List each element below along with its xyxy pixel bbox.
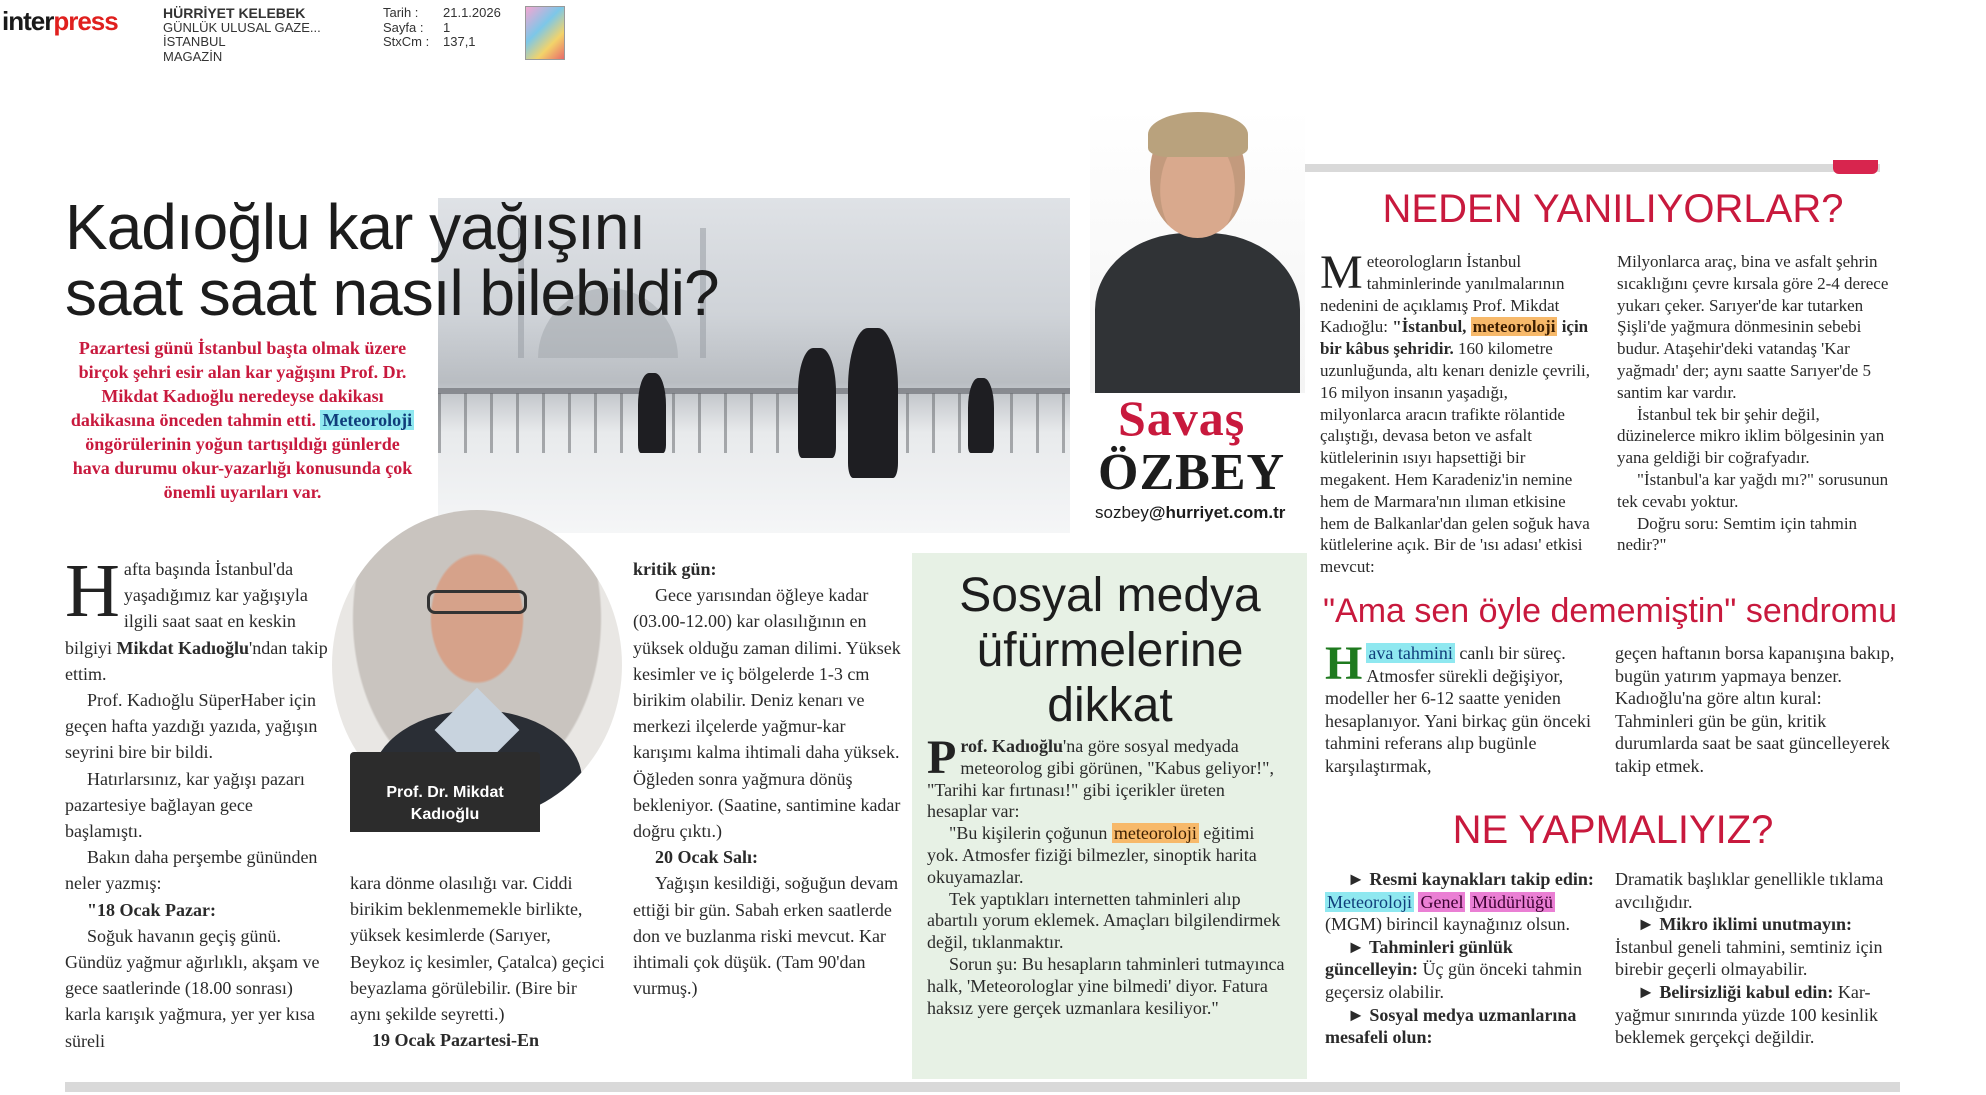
columnist-last-name: ÖZBEY (1098, 444, 1286, 501)
stxcm-label: StxCm : (383, 34, 430, 49)
bold-quote: için bir kâbus şehridir. (1320, 317, 1589, 359)
section-title-ama: "Ama sen öyle dememiştin" sendromu (1322, 592, 1898, 630)
article-lead (70, 336, 415, 504)
email-domain: @hurriyet.com.tr (1148, 503, 1286, 522)
caption-line-1: Prof. Dr. Mikdat (386, 784, 504, 801)
article-column-1 (65, 549, 330, 1054)
publication-name: HÜRRİYET KELEBEK (163, 5, 306, 21)
forecast-day-heading: kritik gün: (633, 559, 717, 579)
bold-quote: "İstanbul, (1392, 317, 1467, 337)
portrait-body (1095, 233, 1300, 393)
text: "Bu kişilerin çoğunun (949, 823, 1108, 844)
paragraph (927, 823, 1289, 888)
paragraph: "İstanbul'a kar yağdı mı?" sorusunun tek cevabı yoktur. (1617, 469, 1889, 511)
paragraph: Tek yaptıkları internetten tahminleri alıp abartılı yorum eklemek. Amaçları bilgilendirmek değil, tıklanmaktır. (927, 888, 1281, 953)
portrait-glasses (427, 590, 527, 614)
red-accent-tab (1833, 160, 1878, 174)
tip-item (1325, 1004, 1603, 1049)
paragraph: Yağışın kesildiği, soğuğun devam ettiği bir gün. Sabah erken saatlerde don ve buzlanma riski mevcut. Kar ihtimali çok düşük. (Tam 90'dan vurmuş.) (633, 873, 899, 999)
neden-column-1 (1320, 246, 1592, 578)
text: afta başında İstanbul'da yaşadığımız kar yağışıyla ilgili saat saat en keskin bilgiyi (65, 559, 308, 658)
text: 160 kilometre uzunluğunda, altı kenarı denizle çevrili, 16 milyon insanın yaşadığı, milyonlarca aracın trafikte rölantide çalıştığı, devasa beton ve asfalt kütlelerinin ısıyı hapsettiği bir megakent. Hem Karadeniz'in nemine hem de Marmara'nın ılıman etkisine hem de Balkanlar'dan gelen soğuk hava kütlelerine açık. Bir de 'ısı adası' etkisi mevcut: (1320, 339, 1591, 577)
sidebar-title: Sosyal medya üfürmelerine dikkat (959, 569, 1261, 732)
columnist-first-name: Savaş (1118, 390, 1246, 446)
columnist-email[interactable] (1095, 503, 1285, 523)
text: İstanbul geneli tahmini, semtiniz için birebir geçerli olmayabilir. (1615, 936, 1883, 980)
tip-item (1325, 868, 1603, 936)
text: eğitimi yok. Atmosfer fiziği bilmezler, sinoptik harita okuyamazlar. (927, 823, 1257, 887)
highlight: Genel (1420, 891, 1464, 912)
drop-cap: M (1320, 246, 1363, 299)
article-column-3 (633, 556, 903, 1001)
columnist-portrait (1090, 108, 1305, 393)
publication-section: MAGAZİN (163, 48, 223, 64)
paragraph: Sorun şu: Bu hesapların tahminleri tutmayınca halk, 'Meteorologlar yine bilmedi' diyor. Fatura haksız yere gerçek uzmanlara kesiliyor." (927, 953, 1285, 1018)
headline-line-1: Kadıoğlu kar yağışını (65, 191, 646, 263)
text: 'na göre sosyal medyada meteorolog gibi görünen, "Kabus geliyor!", "Tarihi kar fırtınası!" gibi içerikler üreten hesaplar var: (927, 736, 1274, 822)
sidebar-body (927, 731, 1289, 1019)
tip-item (1615, 913, 1900, 981)
tip-label: ► Resmi kaynakları takip edin: (1347, 869, 1594, 889)
tip-item (1325, 936, 1603, 1004)
tip-label: ► Belirsizliği kabul edin: (1637, 981, 1834, 1002)
tip-label: ► Tahminleri günlük güncelleyin: (1325, 936, 1513, 980)
paragraph: Hatırlarsınız, kar yağışı pazarı pazartesiye bağlayan gece başlamıştı. (65, 768, 305, 842)
pedestrian (638, 373, 666, 453)
portrait-hair (1148, 112, 1248, 157)
paragraph: Gece yarısından öğleye kadar (03.00-12.00) kar olasılığının en yüksek olduğu zaman dilimi. Yüksek kesimler ve iç bölgelerde 1-3 cm birikim olabilir. Deniz kenarı ve merkezi ilçelerde yağmur-kar karışımı kalma ihtimali daha yüksek. Öğleden sonra yağmura dönüş bekleniyor. (Saatine, santimine kadar doğru çıktı.) (633, 585, 901, 842)
paragraph: Soğuk havanın geçiş günü. Gündüz yağmur ağırlıklı, akşam ve gece saatlerinde (18.00 sonrası) karla karışık yağmura, yer yer kısa süreli (65, 925, 320, 1051)
logo-part-press: press (53, 6, 118, 36)
ama-column-1 (1325, 637, 1597, 778)
paragraph: Milyonlarca araç, bina ve asfalt şehrin sıcaklığını çevre kırsala göre 2-4 derece yukarı çeker. Sarıyer'de kar tutarken Şişli'de yağmura dönmesinin sebebi budur. Ataşehir'deki vatandaş 'Kar yağmadı' der; aynı saatte Sarıyer'de 5 santim kar vardır. (1617, 252, 1889, 402)
highlight: Meteoroloji (1327, 891, 1412, 912)
text: Üç gün önceki tahmin geçersiz olabilir. (1325, 959, 1582, 1002)
section-title-yap: NE YAPMALIYIZ? (1452, 808, 1774, 852)
forecast-day-heading: "18 Ocak Pazar: (87, 899, 216, 920)
tip-text: Dramatik başlıklar genellikle tıklama avcılığıdır. (1615, 869, 1884, 912)
paragraph: Bakın daha perşembe gününden neler yazmış: (65, 847, 318, 894)
stxcm-value: 137,1 (443, 34, 476, 49)
bold-name: Mikdat Kadıoğlu (116, 637, 250, 658)
paragraph: İstanbul tek bir şehir değil, düzinelerce mikro iklim bölgesinin yan yana geldiği bir coğrafyadır. (1617, 404, 1885, 468)
main-headline (65, 191, 825, 329)
interpress-logo (2, 6, 118, 37)
yap-column-2 (1615, 868, 1900, 1049)
caption-line-2: Kadıoğlu (410, 806, 480, 823)
forecast-day-heading: 19 Ocak Pazartesi-En (372, 1030, 539, 1051)
neden-column-2 (1617, 251, 1897, 556)
text: canlı bir süreç. Atmosfer sürekli değişiyor, modeller her 6-12 saatte yeniden hesaplanıyor. Yani birkaç gün önceki tahmini referans alıp bugünle karşılaştırmak, (1325, 643, 1591, 776)
yap-column-1 (1325, 868, 1603, 1049)
page-label: Sayfa : (383, 19, 424, 35)
pedestrian (848, 328, 898, 478)
drop-cap: P (927, 731, 957, 784)
drop-cap: H (1325, 637, 1363, 690)
portrait-caption (350, 782, 540, 826)
bold-name: rof. Kadıoğlu (960, 736, 1064, 756)
tip-label: ► Mikro iklimi unutmayın: (1637, 914, 1853, 935)
article-column-2 (350, 870, 605, 1053)
section-title-neden: NEDEN YANILIYORLAR? (1382, 187, 1844, 231)
text: eteorologların İstanbul tahminlerinde yanılmalarının nedenini de açıklamış Prof. Mikdat Kadıoğlu: (1320, 252, 1565, 337)
text: 'ndan takip ettim. (65, 637, 328, 684)
pedestrian (798, 348, 836, 458)
page-thumbnail[interactable] (525, 6, 565, 60)
paragraph: Doğru soru: Semtim için tahmin nedir?" (1617, 513, 1858, 555)
publication-city: İSTANBUL (163, 34, 226, 49)
lead-text-end: öngörülerinin yoğun tartışıldığı günlerde hava durumu okur-yazarlığı konusunda çok önemli uyarıları var. (72, 434, 413, 502)
ama-column-2: geçen haftanın borsa kapanışına bakıp, bugün yatırım yapmaya benzer. Kadıoğlu'na göre altın kural: Tahminleri gün be gün, kritik durumlarda saat be saat güncelleyerek takip etmek. (1615, 643, 1895, 776)
publication-type: GÜNLÜK ULUSAL GAZE... (163, 19, 321, 35)
top-divider (1230, 164, 1880, 172)
highlight: meteoroloji (1472, 317, 1556, 337)
paragraph: kara dönme olasılığı var. Ciddi birikim beklenmemekle birlikte, yüksek kesimlerde (Sarıyer, Beykoz iç kesimler, Çatalca) geçici beyazlama görülebilir. (Bire bir aynı şekilde seyretti.) (350, 873, 605, 1025)
lead-highlight: Meteoroloji (322, 410, 413, 430)
bottom-divider (65, 1082, 1900, 1092)
text: (MGM) birincil kaynağınız olsun. (1325, 914, 1570, 935)
text: Kar-yağmur sınırında yüzde 100 kesinlik beklemek gerçekçi değildir. (1615, 981, 1878, 1048)
tip-item (1615, 981, 1900, 1049)
forecast-day-heading: 20 Ocak Salı: (655, 847, 759, 868)
date-label: Tarih : (383, 5, 419, 20)
date-value: 21.1.2026 (443, 5, 501, 20)
publication-info (163, 6, 321, 64)
headline-line-2: saat saat nasıl bilebildi? (65, 257, 719, 329)
highlight: Müdürlüğü (1471, 891, 1553, 912)
tip-label: ► Sosyal medya uzmanlarına mesafeli olun: (1325, 1004, 1577, 1048)
pedestrian (968, 378, 994, 453)
highlight: ava tahmini (1368, 643, 1453, 663)
email-user: sozbey (1095, 503, 1149, 522)
drop-cap: H (65, 549, 120, 633)
paragraph (65, 549, 330, 687)
paragraph: Prof. Kadıoğlu SüperHaber için geçen hafta yazdığı yazıda, yağışın seyrini bire bir bildi. (65, 690, 318, 763)
page-value: 1 (443, 19, 451, 35)
logo-part-inter: inter (2, 6, 54, 36)
highlight: meteoroloji (1113, 823, 1197, 844)
lead-text: Pazartesi günü İstanbul başta olmak üzere birçok şehri esir alan kar yağışını Prof. Dr. Mikdat Kadıoğlu neredeyse dakikası dakikasına önceden tahmin etti. (70, 338, 407, 430)
paragraph (927, 731, 1289, 823)
clipping-meta (383, 6, 501, 50)
